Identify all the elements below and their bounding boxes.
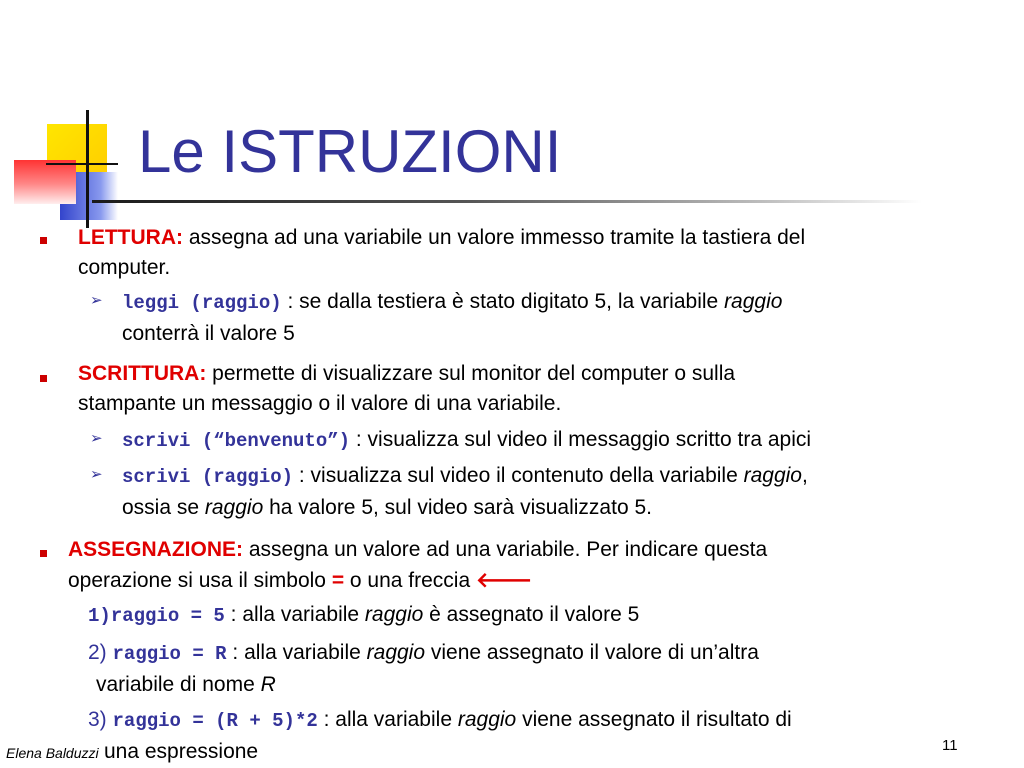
page-number: 11 <box>942 737 958 754</box>
assegnazione-label: ASSEGNAZIONE: <box>68 538 244 561</box>
scrittura-example-2-var: raggio <box>743 464 802 487</box>
chevron-right-icon: ➢ <box>90 291 103 309</box>
item-2-code: raggio = R <box>112 643 227 665</box>
lettura-label: LETTURA: <box>78 226 183 249</box>
assegnazione-text-2b: o una freccia <box>344 569 476 592</box>
slide-title: Le ISTRUZIONI <box>138 118 562 185</box>
item-2-var: raggio <box>366 641 426 664</box>
item-1-code: raggio = 5 <box>110 605 225 627</box>
assegnazione-text-1: assegna un valore ad una variabile. Per indicare questa <box>243 538 768 561</box>
assegnazione-text-2a: operazione si usa il simbolo <box>68 569 332 592</box>
lettura-example-text-a: : se dalla testiera è stato digitato 5, la variabile <box>281 290 725 313</box>
item-2-text-b: viene assegnato il valore di un’altra <box>425 641 759 664</box>
logo-red-square <box>14 160 76 204</box>
scrittura-example-1-text: : visualizza sul video il messaggio scritto tra apici <box>350 428 812 451</box>
scrittura-example-2-text-b: , <box>802 464 808 487</box>
scrittura-example-2-line-2 <box>122 496 652 520</box>
scrittura-line-1 <box>78 362 735 386</box>
scrittura-example-1-code: scrivi (“benvenuto”) <box>122 430 351 452</box>
logo-vertical-line <box>86 110 89 228</box>
scrittura-text-1: permette di visualizzare sul monitor del computer o sulla <box>206 362 736 385</box>
lettura-line-2: computer. <box>78 256 171 279</box>
item-3-code: raggio = (R + 5)*2 <box>112 710 318 732</box>
logo-horizontal-line <box>46 163 118 165</box>
title-divider <box>92 200 922 203</box>
assegnazione-line-1 <box>68 538 767 562</box>
item-3-var: raggio <box>457 708 517 731</box>
chevron-right-icon: ➢ <box>90 465 103 483</box>
bullet-square-icon <box>40 375 47 382</box>
item-3-num: 3) <box>88 708 107 731</box>
lettura-text-1: assegna ad una variabile un valore immesso tramite la tastiera del <box>182 226 806 249</box>
scrittura-example-2-text-c: ossia se <box>122 496 205 519</box>
lettura-line-1 <box>78 226 805 250</box>
assegnazione-item-1 <box>88 603 639 628</box>
scrittura-example-2-var2: raggio <box>204 496 264 519</box>
assegnazione-item-3-line-2: una espressione <box>104 740 259 763</box>
bullet-square-icon <box>40 550 47 557</box>
scrittura-example-2-text-a: : visualizza sul video il contenuto della variabile <box>293 464 744 487</box>
scrittura-example-2-code: scrivi (raggio) <box>122 466 294 488</box>
item-2-var2: R <box>260 673 276 696</box>
item-1-text-a: : alla variabile <box>224 603 365 626</box>
assegnazione-symbol: = <box>331 569 345 592</box>
lettura-example-code: leggi (raggio) <box>122 292 282 314</box>
assegnazione-item-2-line-2 <box>96 673 276 697</box>
scrittura-line-2: stampante un messaggio o il valore di una variabile. <box>78 392 562 415</box>
scrittura-example-2-text-d: ha valore 5, sul video sarà visualizzato 5. <box>263 496 652 519</box>
arrow-left-icon: 🡐 <box>475 568 533 592</box>
item-1-num: 1) <box>88 605 111 627</box>
item-2-text-a: : alla variabile <box>226 641 367 664</box>
item-2-text-c: variabile di nome <box>96 673 261 696</box>
assegnazione-item-3-line-1 <box>88 708 792 733</box>
chevron-right-icon: ➢ <box>90 429 103 447</box>
bullet-square-icon <box>40 237 47 244</box>
item-1-text-b: è assegnato il valore 5 <box>423 603 640 626</box>
item-3-text-b: viene assegnato il risultato di <box>516 708 792 731</box>
item-1-var: raggio <box>364 603 424 626</box>
footer-author: Elena Balduzzi <box>6 745 99 761</box>
scrittura-example-1 <box>122 428 811 453</box>
lettura-example-var: raggio <box>724 290 783 313</box>
lettura-example-line-2: conterrà il valore 5 <box>122 322 295 345</box>
scrittura-label: SCRITTURA: <box>78 362 207 385</box>
item-2-num: 2) <box>88 641 107 664</box>
scrittura-example-2-line-1 <box>122 464 808 489</box>
lettura-example-line-1 <box>122 290 782 315</box>
assegnazione-line-2 <box>68 568 532 593</box>
assegnazione-item-2-line-1 <box>88 641 759 666</box>
item-3-text-a: : alla variabile <box>317 708 458 731</box>
